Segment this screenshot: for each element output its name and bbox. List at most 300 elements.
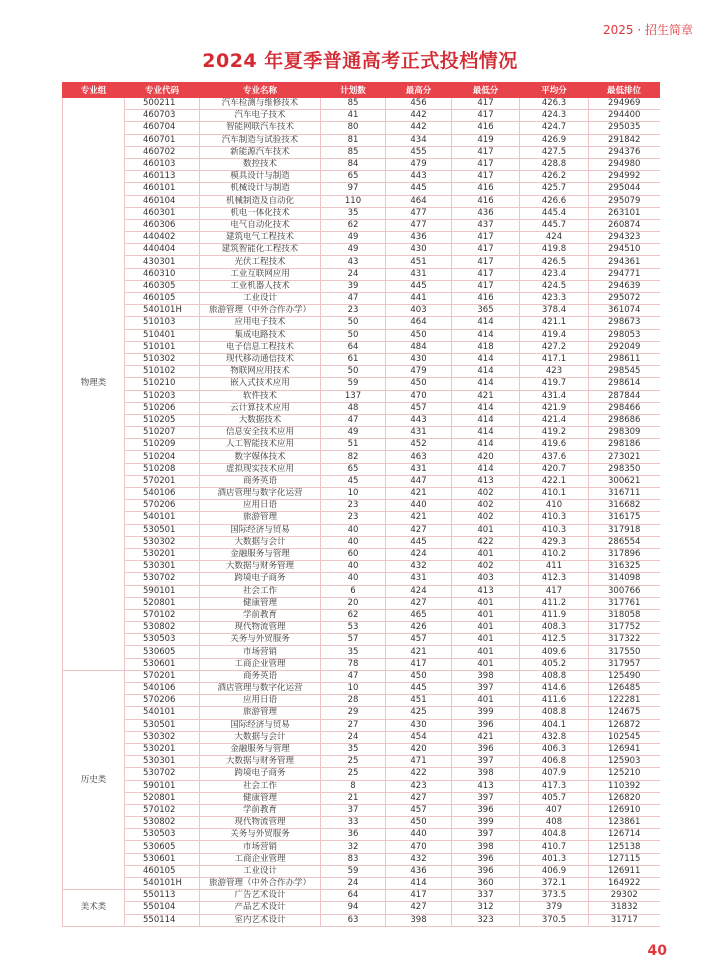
cell-major: 数控技术 xyxy=(200,158,321,170)
cell-min: 396 xyxy=(452,743,520,755)
cell-plan: 65 xyxy=(321,463,386,475)
cell-major: 工业互联网应用 xyxy=(200,268,321,280)
cell-avg: 419.2 xyxy=(520,427,589,439)
table-row xyxy=(63,853,660,865)
cell-max: 434 xyxy=(386,134,452,146)
cell-plan: 39 xyxy=(321,280,386,292)
cell-avg: 424 xyxy=(520,232,589,244)
cell-rank: 295072 xyxy=(589,293,660,305)
cell-code: 540101 xyxy=(125,512,200,524)
cell-major: 商务英语 xyxy=(200,475,321,487)
cell-max: 427 xyxy=(386,597,452,609)
group-label: 历史类 xyxy=(63,670,125,889)
cell-code: 510206 xyxy=(125,402,200,414)
cell-max: 442 xyxy=(386,110,452,122)
table-row xyxy=(63,719,660,731)
cell-rank: 263101 xyxy=(589,207,660,219)
cell-code: 570102 xyxy=(125,804,200,816)
cell-avg: 426.9 xyxy=(520,134,589,146)
table-row xyxy=(63,561,660,573)
cell-min: 401 xyxy=(452,609,520,621)
cell-rank: 125903 xyxy=(589,756,660,768)
cell-avg: 404.1 xyxy=(520,719,589,731)
cell-max: 445 xyxy=(386,536,452,548)
cell-plan: 20 xyxy=(321,597,386,609)
cell-major: 旅游管理（中外合作办学） xyxy=(200,878,321,890)
table-row xyxy=(63,158,660,170)
cell-plan: 64 xyxy=(321,341,386,353)
cell-major: 社会工作 xyxy=(200,585,321,597)
table-row xyxy=(63,280,660,292)
table-row xyxy=(63,329,660,341)
cell-min: 399 xyxy=(452,707,520,719)
cell-min: 401 xyxy=(452,634,520,646)
cell-avg: 424.3 xyxy=(520,110,589,122)
column-header-min: 最低分 xyxy=(452,83,520,98)
cell-rank: 126941 xyxy=(589,743,660,755)
cell-rank: 294992 xyxy=(589,171,660,183)
table-row xyxy=(63,707,660,719)
cell-major: 市场营销 xyxy=(200,646,321,658)
cell-avg: 410.2 xyxy=(520,548,589,560)
cell-min: 418 xyxy=(452,341,520,353)
cell-min: 421 xyxy=(452,390,520,402)
cell-rank: 316175 xyxy=(589,512,660,524)
cell-min: 414 xyxy=(452,402,520,414)
cell-min: 416 xyxy=(452,195,520,207)
cell-plan: 49 xyxy=(321,244,386,256)
cell-major: 汽车电子技术 xyxy=(200,110,321,122)
cell-plan: 85 xyxy=(321,146,386,158)
cell-major: 光伏工程技术 xyxy=(200,256,321,268)
cell-min: 417 xyxy=(452,110,520,122)
cell-min: 417 xyxy=(452,256,520,268)
cell-major: 应用日语 xyxy=(200,695,321,707)
cell-rank: 291842 xyxy=(589,134,660,146)
cell-avg: 408.8 xyxy=(520,707,589,719)
cell-avg: 407.9 xyxy=(520,768,589,780)
table-row xyxy=(63,780,660,792)
cell-avg: 424.7 xyxy=(520,122,589,134)
cell-plan: 51 xyxy=(321,439,386,451)
cell-rank: 317918 xyxy=(589,524,660,536)
cell-major: 电子信息工程技术 xyxy=(200,341,321,353)
cell-min: 397 xyxy=(452,792,520,804)
cell-plan: 82 xyxy=(321,451,386,463)
cell-major: 健康管理 xyxy=(200,792,321,804)
cell-max: 457 xyxy=(386,804,452,816)
cell-plan: 81 xyxy=(321,134,386,146)
cell-major: 工业机器人技术 xyxy=(200,280,321,292)
cell-major: 大数据与财务管理 xyxy=(200,756,321,768)
cell-max: 464 xyxy=(386,317,452,329)
cell-major: 工业设计 xyxy=(200,865,321,877)
cell-major: 嵌入式技术应用 xyxy=(200,378,321,390)
cell-code: 530702 xyxy=(125,573,200,585)
cell-max: 427 xyxy=(386,524,452,536)
cell-code: 590101 xyxy=(125,780,200,792)
cell-min: 401 xyxy=(452,548,520,560)
cell-min: 399 xyxy=(452,817,520,829)
cell-major: 旅游管理（中外合作办学） xyxy=(200,305,321,317)
cell-avg: 420.7 xyxy=(520,463,589,475)
cell-avg: 411 xyxy=(520,561,589,573)
cell-max: 450 xyxy=(386,378,452,390)
cell-avg: 410.3 xyxy=(520,524,589,536)
cell-rank: 317896 xyxy=(589,548,660,560)
cell-max: 445 xyxy=(386,280,452,292)
table-row xyxy=(63,451,660,463)
cell-max: 430 xyxy=(386,244,452,256)
cell-avg: 424.5 xyxy=(520,280,589,292)
page-number: 40 xyxy=(647,943,667,959)
cell-rank: 300621 xyxy=(589,475,660,487)
cell-rank: 316325 xyxy=(589,561,660,573)
cell-major: 现代物流管理 xyxy=(200,817,321,829)
cell-code: 440402 xyxy=(125,232,200,244)
cell-avg: 408 xyxy=(520,817,589,829)
cell-plan: 24 xyxy=(321,731,386,743)
cell-max: 484 xyxy=(386,341,452,353)
cell-major: 产品艺术设计 xyxy=(200,902,321,914)
table-row xyxy=(63,122,660,134)
table-row xyxy=(63,804,660,816)
table-row xyxy=(63,622,660,634)
table-row xyxy=(63,756,660,768)
cell-max: 424 xyxy=(386,585,452,597)
cell-min: 396 xyxy=(452,865,520,877)
cell-min: 397 xyxy=(452,756,520,768)
cell-plan: 10 xyxy=(321,488,386,500)
cell-max: 421 xyxy=(386,512,452,524)
cell-rank: 126820 xyxy=(589,792,660,804)
cell-min: 414 xyxy=(452,439,520,451)
cell-min: 397 xyxy=(452,829,520,841)
cell-min: 417 xyxy=(452,146,520,158)
table-row xyxy=(63,634,660,646)
cell-rank: 316711 xyxy=(589,488,660,500)
cell-plan: 63 xyxy=(321,914,386,926)
table-row xyxy=(63,463,660,475)
cell-max: 450 xyxy=(386,329,452,341)
brochure-tag: 2025 · 招生简章 xyxy=(603,23,693,37)
table-row xyxy=(63,841,660,853)
table-row xyxy=(63,268,660,280)
cell-major: 国际经济与贸易 xyxy=(200,719,321,731)
cell-plan: 25 xyxy=(321,768,386,780)
cell-major: 工商企业管理 xyxy=(200,658,321,670)
cell-major: 建筑电气工程技术 xyxy=(200,232,321,244)
cell-max: 457 xyxy=(386,634,452,646)
cell-code: 530501 xyxy=(125,719,200,731)
cell-min: 396 xyxy=(452,719,520,731)
cell-rank: 318058 xyxy=(589,609,660,621)
cell-min: 420 xyxy=(452,451,520,463)
cell-major: 大数据与会计 xyxy=(200,536,321,548)
table-row xyxy=(63,743,660,755)
cell-code: 530503 xyxy=(125,634,200,646)
cell-plan: 94 xyxy=(321,902,386,914)
cell-plan: 37 xyxy=(321,804,386,816)
cell-code: 510209 xyxy=(125,439,200,451)
table-row xyxy=(63,195,660,207)
cell-min: 414 xyxy=(452,427,520,439)
cell-rank: 298611 xyxy=(589,353,660,365)
cell-plan: 53 xyxy=(321,622,386,634)
cell-rank: 295044 xyxy=(589,183,660,195)
cell-rank: 123861 xyxy=(589,817,660,829)
cell-plan: 62 xyxy=(321,609,386,621)
cell-max: 431 xyxy=(386,463,452,475)
cell-avg: 431.4 xyxy=(520,390,589,402)
cell-min: 417 xyxy=(452,244,520,256)
cell-min: 414 xyxy=(452,353,520,365)
cell-avg: 421.4 xyxy=(520,414,589,426)
cell-min: 401 xyxy=(452,622,520,634)
cell-rank: 31832 xyxy=(589,902,660,914)
cell-max: 403 xyxy=(386,305,452,317)
cell-max: 457 xyxy=(386,402,452,414)
cell-avg: 417 xyxy=(520,585,589,597)
table-row xyxy=(63,488,660,500)
cell-code: 530301 xyxy=(125,561,200,573)
cell-rank: 29302 xyxy=(589,890,660,902)
cell-rank: 164922 xyxy=(589,878,660,890)
cell-major: 物联网应用技术 xyxy=(200,366,321,378)
cell-code: 510205 xyxy=(125,414,200,426)
cell-code: 460703 xyxy=(125,110,200,122)
cell-major: 集成电路技术 xyxy=(200,329,321,341)
cell-avg: 411.6 xyxy=(520,695,589,707)
table-row xyxy=(63,232,660,244)
cell-major: 应用电子技术 xyxy=(200,317,321,329)
cell-code: 540101 xyxy=(125,707,200,719)
cell-plan: 80 xyxy=(321,122,386,134)
cell-avg: 405.7 xyxy=(520,792,589,804)
column-header-avg: 平均分 xyxy=(520,83,589,98)
cell-max: 447 xyxy=(386,475,452,487)
cell-code: 460310 xyxy=(125,268,200,280)
table-row xyxy=(63,658,660,670)
cell-plan: 36 xyxy=(321,829,386,841)
cell-min: 398 xyxy=(452,670,520,682)
cell-plan: 50 xyxy=(321,329,386,341)
cell-min: 401 xyxy=(452,597,520,609)
cell-major: 人工智能技术应用 xyxy=(200,439,321,451)
cell-max: 398 xyxy=(386,914,452,926)
table-row xyxy=(63,427,660,439)
cell-avg: 445.7 xyxy=(520,219,589,231)
table-row xyxy=(63,890,660,902)
cell-code: 460105 xyxy=(125,865,200,877)
cell-avg: 419.7 xyxy=(520,378,589,390)
table-row xyxy=(63,548,660,560)
cell-major: 软件技术 xyxy=(200,390,321,402)
table-row xyxy=(63,293,660,305)
cell-min: 414 xyxy=(452,317,520,329)
cell-code: 460104 xyxy=(125,195,200,207)
cell-code: 460103 xyxy=(125,158,200,170)
cell-code: 510103 xyxy=(125,317,200,329)
cell-min: 413 xyxy=(452,585,520,597)
cell-code: 500211 xyxy=(125,98,200,110)
cell-min: 402 xyxy=(452,561,520,573)
cell-major: 虚拟现实技术应用 xyxy=(200,463,321,475)
cell-major: 旅游管理 xyxy=(200,707,321,719)
cell-code: 530802 xyxy=(125,622,200,634)
cell-avg: 423 xyxy=(520,366,589,378)
cell-min: 402 xyxy=(452,488,520,500)
cell-min: 417 xyxy=(452,280,520,292)
cell-plan: 23 xyxy=(321,500,386,512)
table-body xyxy=(63,98,660,927)
cell-min: 397 xyxy=(452,683,520,695)
cell-max: 431 xyxy=(386,427,452,439)
cell-max: 451 xyxy=(386,256,452,268)
cell-rank: 294510 xyxy=(589,244,660,256)
cell-max: 479 xyxy=(386,158,452,170)
cell-max: 432 xyxy=(386,561,452,573)
cell-min: 414 xyxy=(452,414,520,426)
cell-max: 465 xyxy=(386,609,452,621)
cell-avg: 437.6 xyxy=(520,451,589,463)
cell-plan: 97 xyxy=(321,183,386,195)
cell-avg: 370.5 xyxy=(520,914,589,926)
column-header-plan: 计划数 xyxy=(321,83,386,98)
cell-major: 旅游管理 xyxy=(200,512,321,524)
table-row xyxy=(63,171,660,183)
table-row xyxy=(63,536,660,548)
table-row xyxy=(63,646,660,658)
cell-min: 323 xyxy=(452,914,520,926)
cell-avg: 411.9 xyxy=(520,609,589,621)
cell-avg: 404.8 xyxy=(520,829,589,841)
cell-avg: 419.6 xyxy=(520,439,589,451)
cell-avg: 410.1 xyxy=(520,488,589,500)
cell-max: 463 xyxy=(386,451,452,463)
cell-major: 电气自动化技术 xyxy=(200,219,321,231)
cell-max: 423 xyxy=(386,780,452,792)
cell-plan: 33 xyxy=(321,817,386,829)
cell-rank: 361074 xyxy=(589,305,660,317)
cell-rank: 126910 xyxy=(589,804,660,816)
cell-code: 570201 xyxy=(125,670,200,682)
table-row xyxy=(63,768,660,780)
cell-code: 520801 xyxy=(125,792,200,804)
cell-code: 510401 xyxy=(125,329,200,341)
cell-max: 443 xyxy=(386,171,452,183)
cell-avg: 408.3 xyxy=(520,622,589,634)
cell-plan: 41 xyxy=(321,110,386,122)
cell-code: 510101 xyxy=(125,341,200,353)
table-row xyxy=(63,305,660,317)
cell-rank: 300766 xyxy=(589,585,660,597)
cell-plan: 47 xyxy=(321,414,386,426)
cell-plan: 32 xyxy=(321,841,386,853)
cell-code: 530301 xyxy=(125,756,200,768)
cell-plan: 61 xyxy=(321,353,386,365)
cell-rank: 294771 xyxy=(589,268,660,280)
cell-plan: 59 xyxy=(321,865,386,877)
cell-code: 530605 xyxy=(125,841,200,853)
cell-max: 440 xyxy=(386,829,452,841)
cell-rank: 127115 xyxy=(589,853,660,865)
table-row xyxy=(63,353,660,365)
table-row xyxy=(63,207,660,219)
cell-max: 417 xyxy=(386,890,452,902)
table-row xyxy=(63,865,660,877)
cell-code: 460113 xyxy=(125,171,200,183)
cell-min: 398 xyxy=(452,768,520,780)
cell-avg: 412.5 xyxy=(520,634,589,646)
cell-avg: 405.2 xyxy=(520,658,589,670)
cell-avg: 406.8 xyxy=(520,756,589,768)
cell-avg: 423.4 xyxy=(520,268,589,280)
cell-code: 510203 xyxy=(125,390,200,402)
table-row xyxy=(63,609,660,621)
cell-major: 机械设计与制造 xyxy=(200,183,321,195)
cell-plan: 10 xyxy=(321,683,386,695)
cell-rank: 126911 xyxy=(589,865,660,877)
cell-min: 401 xyxy=(452,646,520,658)
cell-major: 金融服务与管理 xyxy=(200,743,321,755)
cell-major: 建筑智能化工程技术 xyxy=(200,244,321,256)
cell-max: 430 xyxy=(386,719,452,731)
table-row xyxy=(63,524,660,536)
cell-code: 460101 xyxy=(125,183,200,195)
cell-rank: 286554 xyxy=(589,536,660,548)
cell-max: 432 xyxy=(386,853,452,865)
cell-code: 530601 xyxy=(125,658,200,670)
cell-rank: 295035 xyxy=(589,122,660,134)
cell-major: 酒店管理与数字化运营 xyxy=(200,683,321,695)
cell-major: 关务与外贸服务 xyxy=(200,634,321,646)
cell-min: 417 xyxy=(452,268,520,280)
cell-max: 430 xyxy=(386,353,452,365)
cell-min: 398 xyxy=(452,841,520,853)
table-row xyxy=(63,98,660,110)
cell-min: 417 xyxy=(452,232,520,244)
cell-max: 440 xyxy=(386,500,452,512)
cell-rank: 294639 xyxy=(589,280,660,292)
cell-plan: 8 xyxy=(321,780,386,792)
cell-max: 477 xyxy=(386,219,452,231)
cell-max: 414 xyxy=(386,878,452,890)
cell-rank: 287844 xyxy=(589,390,660,402)
cell-rank: 317957 xyxy=(589,658,660,670)
cell-max: 421 xyxy=(386,488,452,500)
cell-rank: 126485 xyxy=(589,683,660,695)
cell-avg: 412.3 xyxy=(520,573,589,585)
cell-plan: 35 xyxy=(321,646,386,658)
cell-avg: 406.9 xyxy=(520,865,589,877)
cell-min: 402 xyxy=(452,500,520,512)
table-row xyxy=(63,146,660,158)
cell-avg: 445.4 xyxy=(520,207,589,219)
cell-avg: 428.8 xyxy=(520,158,589,170)
cell-max: 445 xyxy=(386,183,452,195)
cell-code: 530302 xyxy=(125,731,200,743)
table-row xyxy=(63,475,660,487)
cell-plan: 84 xyxy=(321,158,386,170)
table-row xyxy=(63,244,660,256)
cell-major: 现代物流管理 xyxy=(200,622,321,634)
cell-avg: 414.6 xyxy=(520,683,589,695)
cell-code: 510102 xyxy=(125,366,200,378)
cell-code: 590101 xyxy=(125,585,200,597)
cell-rank: 298186 xyxy=(589,439,660,451)
cell-plan: 28 xyxy=(321,695,386,707)
